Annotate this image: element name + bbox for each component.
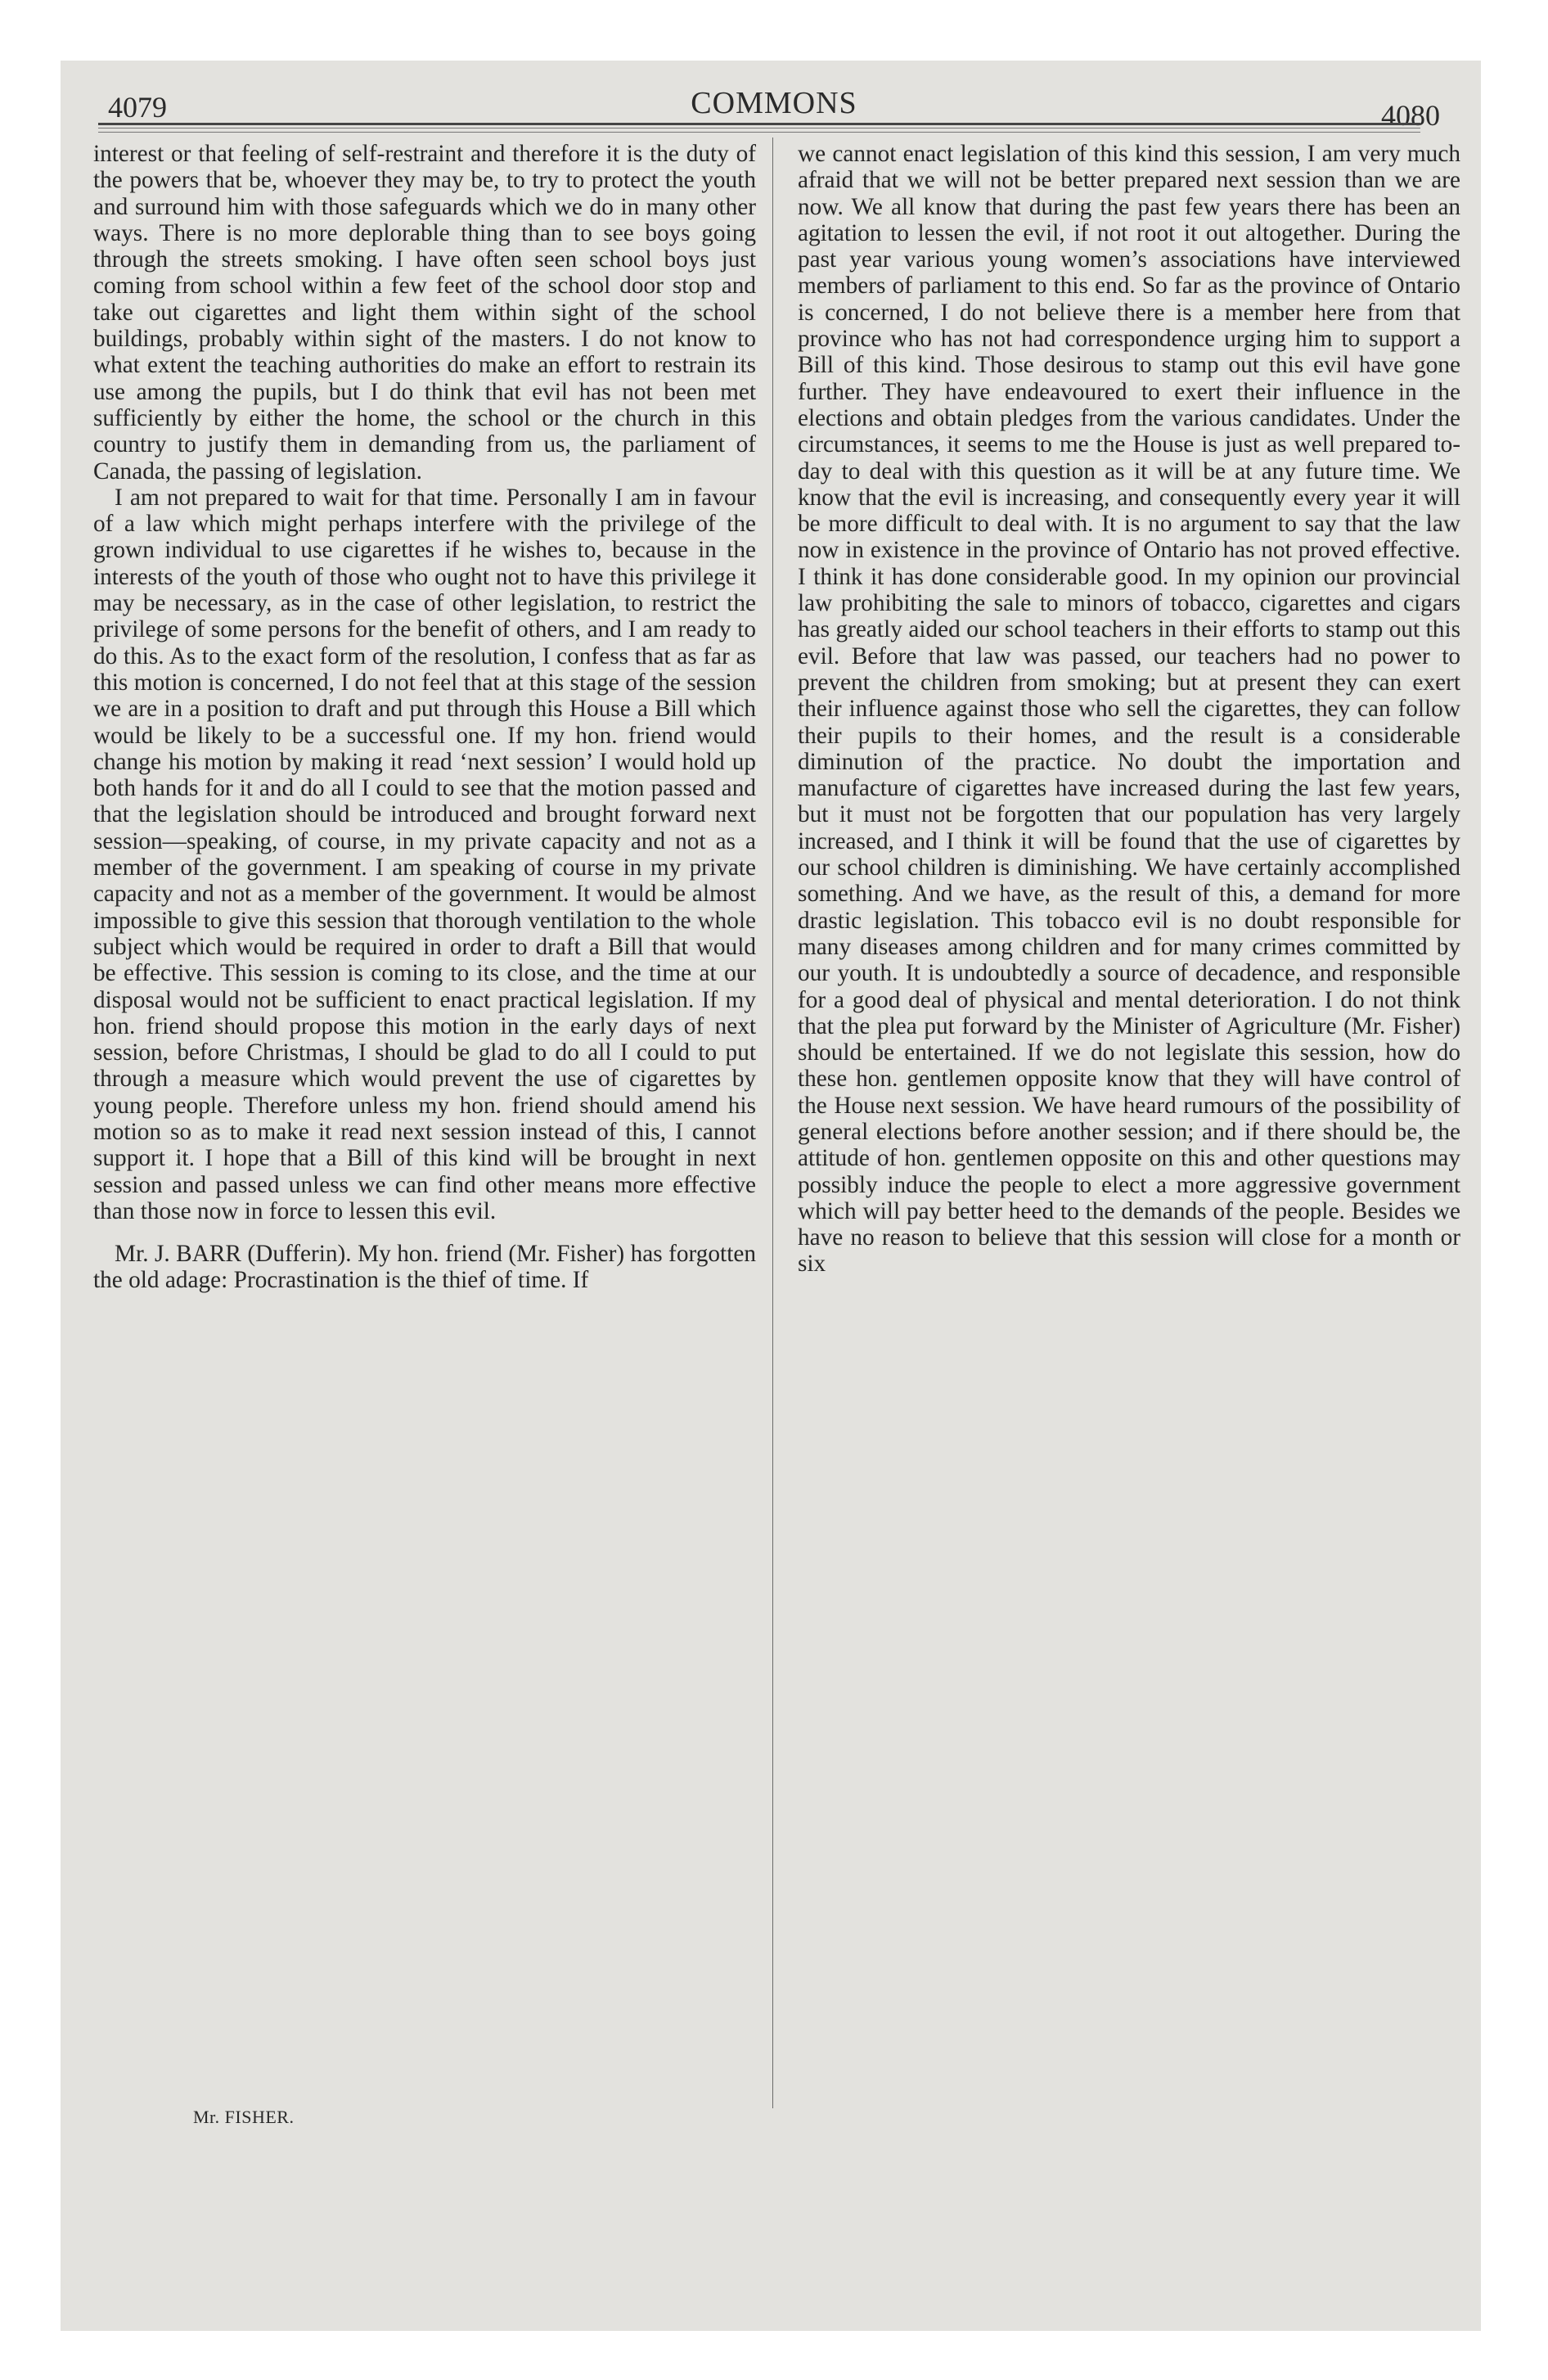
- paragraph: we cannot enact legislation of this kind this session, I am very much afraid that we will not be better prepared next session than we are now. We all know that during the past few years there has been an agitation to lessen the evil, if not root it out altogether. During the past year various young women’s associations have interviewed members of parliament to this end. So far as the province of Ontario is concerned, I do not believe there is a member here from that province who has not had correspondence urging him to support a Bill of this kind. Those desirous to stamp out this evil have gone further. They have endeavoured to exert their influence in the elections and obtain pledges from the various candidates. Under the circumstances, it seems to me the House is just as well prepared to-day to deal with this question as it will be at any future time. We know that the evil is increasing, and consequently every year it will be more difficult to deal with. It is no argument to say that the law now in existence in the province of Ontario has not proved effective. I think it has done considerable good. In my opinion our provincial law prohibiting the sale to minors of tobacco, cigarettes and cigars has greatly aided our school teachers in their efforts to stamp out this evil. Before that law was passed, our teachers had no power to prevent the children from smoking; but at present they can exert their influence against those who sell the cigarettes, they can follow their pupils to their homes, and the result is a considerable diminution of the practice. No doubt the importation and manufacture of cigarettes have increased during the last few years, but it must not be forgotten that our population has very largely increased, and I think it will be found that the use of cigarettes by our school children is diminishing. We have certainly accomplished something. And we have, as the result of this, a demand for more drastic legislation. This tobacco evil is no doubt responsible for many diseases among children and for many crimes committed by our youth. It is undoubtedly a source of decadence, and responsible for a good deal of physical and mental deterioration. I do not think that the plea put forward by the Minister of Agriculture (Mr. Fisher) should be entertained. If we do not legislate this session, how do these hon. gentlemen opposite know that they will have control of the House next session. We have heard rumours of the possibility of general elections before another session; and if there should be, the attitude of hon. gentlemen opposite on this and other questions may possibly induce the people to elect a more aggressive government which will pay better heed to the demands of the people. Besides we have no reason to believe that this session will close for a month or six: [798, 141, 1460, 1278]
- page-number-left: 4079: [108, 91, 167, 124]
- column-divider: [772, 137, 773, 2108]
- footer-speaker-name: Mr. FISHER.: [193, 2107, 295, 2127]
- header-double-rule: [98, 128, 1420, 133]
- paragraph: interest or that feeling of self-restraint and therefore it is the duty of the powers that be, whoever they may be, to try to protect the youth and surround him with those safeguards which we do in many other ways. There is no more deplorable thing than to see boys going through the streets smoking. I have often seen school boys just coming from school within a few feet of the school door stop and take out cigarettes and light them within sight of the school buildings, probably within sight of the masters. I do not know to what extent the teaching authorities do make an effort to restrain its use among the pupils, but I do think that evil has not been met sufficiently by either the home, the school or the church in this country to justify them in demanding from us, the parliament of Canada, the passing of legislation.: [93, 141, 756, 485]
- page-number-right: 4080: [1381, 99, 1440, 132]
- right-column: [798, 141, 1460, 1278]
- left-column: [93, 141, 756, 1294]
- paragraph: I am not prepared to wait for that time. Personally I am in favour of a law which might perhaps interfere with the privilege of the grown individual to use cigarettes if he wishes to, because in the interests of the youth of those who ought not to have this privilege it may be necessary, as in the case of other legislation, to restrict the privilege of some persons for the benefit of others, and I am ready to do this. As to the exact form of the resolution, I confess that as far as this motion is concerned, I do not feel that at this stage of the session we are in a position to draft and put through this House a Bill which would be likely to be a successful one. If my hon. friend would change his motion by making it read ‘next session’ I would hold up both hands for it and do all I could to see that the motion passed and that the legislation should be introduced and brought forward next session—speaking, of course, in my private capacity and not as a member of the government. I am speaking of course in my private capacity and not as a member of the government. It would be almost impossible to give this session that thorough ventilation to the whole subject which would be required in order to draft a Bill that would be effective. This session is coming to its close, and the time at our disposal would not be sufficient to enact practical legislation. If my hon. friend should propose this motion in the early days of next session, before Christmas, I should be glad to do all I could to put through a measure which would prevent the use of cigarettes by young people. Therefore unless my hon. friend should amend his motion so as to make it read next session instead of this, I cannot support it. I hope that a Bill of this kind will be brought in next session and passed unless we can find other means more effective than those now in force to lessen this evil.: [93, 484, 756, 1224]
- running-head-title: COMMONS: [691, 86, 857, 120]
- header-rule: [98, 123, 1420, 125]
- paragraph: Mr. J. BARR (Dufferin). My hon. friend (Mr. Fisher) has forgotten the old adage: Procrastination is the thief of time. If: [93, 1241, 756, 1294]
